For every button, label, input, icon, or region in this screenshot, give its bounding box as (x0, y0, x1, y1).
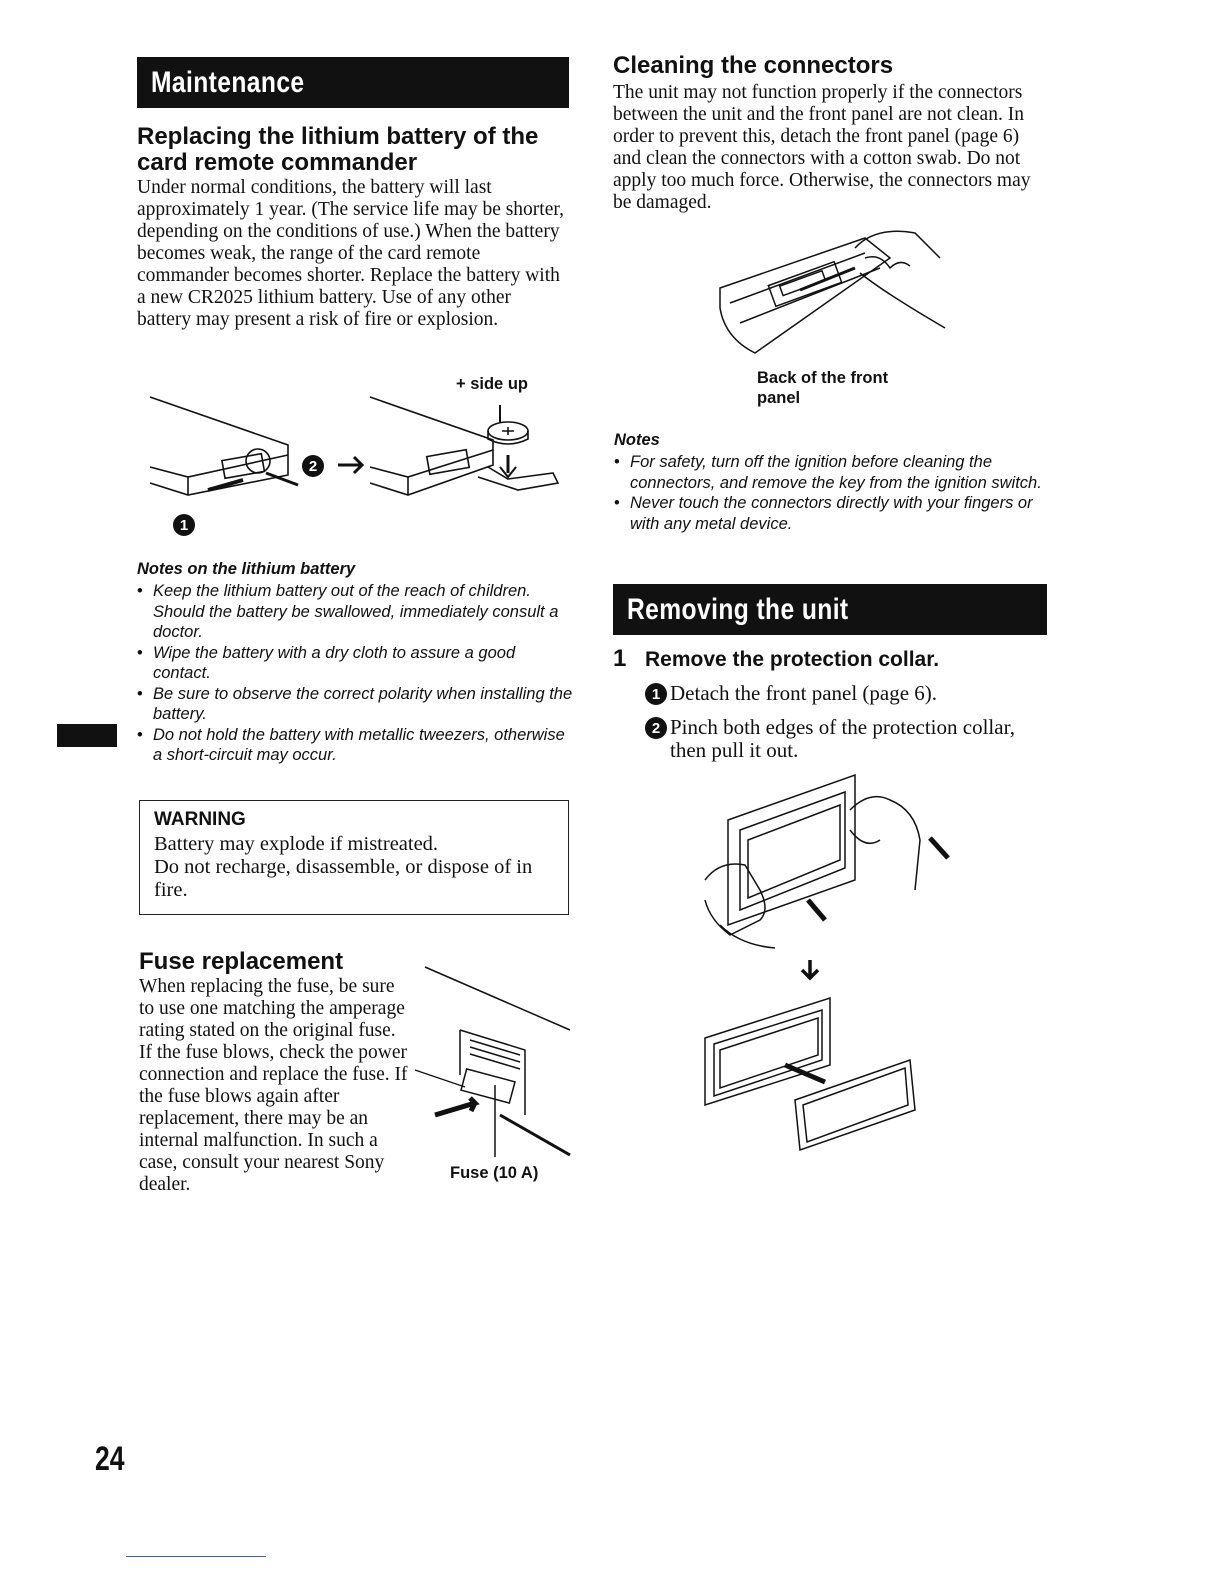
substep-marker: 2 (645, 717, 667, 739)
fuse-illustration (415, 965, 575, 1165)
collar-removal-illustration (700, 770, 960, 1160)
substep-marker: 1 (645, 683, 667, 705)
step-1 (613, 645, 939, 673)
cleaning-body: The unit may not function properly if the connectors between the unit and the front panel are not clean. In order to prevent this, detach the front panel (page 6) and clean the connectors with a cotton swab. Do not apply too much force. Otherwise, the connectors may be damaged. (613, 82, 1031, 213)
battery-note-item: • Keep the lithium battery out of the reach of children. Should the battery be swallowed, immediately consult a doctor. (137, 581, 577, 643)
fuse-body: When replacing the fuse, be sure to use one matching the amperage rating stated on the original fuse. If the fuse blows, check the power connection and replace the fuse. If the fuse blows again after replacement, there may be an internal malfunction. In such a case, consult your nearest Sony dealer. (139, 976, 408, 1195)
battery-step-marker-1: 1 (173, 513, 198, 536)
battery-note-item: • Be sure to observe the correct polarity when installing the battery. (137, 684, 577, 725)
cleaning-note-item: • For safety, turn off the ignition before cleaning the connectors, and remove the key from the ignition switch. (614, 452, 1054, 493)
warning-line: Battery may explode if mistreated. (154, 833, 439, 855)
substep-text: Detach the front panel (page 6). (670, 681, 938, 705)
side-up-label: + side up (456, 375, 528, 393)
warning-title: WARNING (154, 809, 246, 830)
step-number: 1 (613, 645, 627, 672)
cleaning-notes (614, 431, 1054, 534)
cleaning-notes-title: Notes (614, 431, 660, 449)
battery-body: Under normal conditions, the battery will last approximately 1 year. (The service life may be shorter, depending on the conditions of use.) When the battery becomes weak, the range of the card remote commander becomes shorter. Replace the battery with a new CR2025 lithium battery. Use of any other battery may present a risk of fire or explosion. (137, 177, 564, 330)
footer-rule (126, 1556, 266, 1557)
substep-text: Pinch both edges of the protection collar, then pull it out. (670, 715, 1015, 762)
battery-notes (137, 560, 577, 766)
section-title-maintenance: Maintenance (137, 57, 569, 108)
cleaning-heading: Cleaning the connectors (613, 52, 894, 79)
fuse-heading: Fuse replacement (139, 948, 344, 975)
substep-1 (645, 682, 1045, 705)
page-number: 24 (95, 1440, 125, 1478)
section-title-removing: Removing the unit (613, 584, 1047, 635)
battery-illustration (148, 395, 568, 545)
substep-2 (645, 716, 1045, 762)
cleaning-note-item: • Never touch the connectors directly with your fingers or with any metal device. (614, 493, 1054, 534)
warning-box (139, 800, 569, 915)
battery-note-item: • Do not hold the battery with metallic tweezers, otherwise a short-circuit may occur. (137, 725, 577, 766)
warning-line: Do not recharge, disassemble, or dispose of in fire. (154, 856, 533, 901)
panel-cleaning-illustration (715, 228, 955, 363)
panel-caption: Back of the front panel (757, 369, 889, 407)
section-tab-marker (57, 724, 117, 747)
battery-step-marker-2: 2 (302, 454, 327, 477)
fuse-label: Fuse (10 A) (450, 1164, 539, 1182)
battery-note-item: • Wipe the battery with a dry cloth to assure a good contact. (137, 643, 577, 684)
battery-heading: Replacing the lithium battery of the card remote commander (137, 123, 539, 176)
step-title: Remove the protection collar. (645, 648, 940, 671)
battery-notes-title: Notes on the lithium battery (137, 560, 356, 578)
